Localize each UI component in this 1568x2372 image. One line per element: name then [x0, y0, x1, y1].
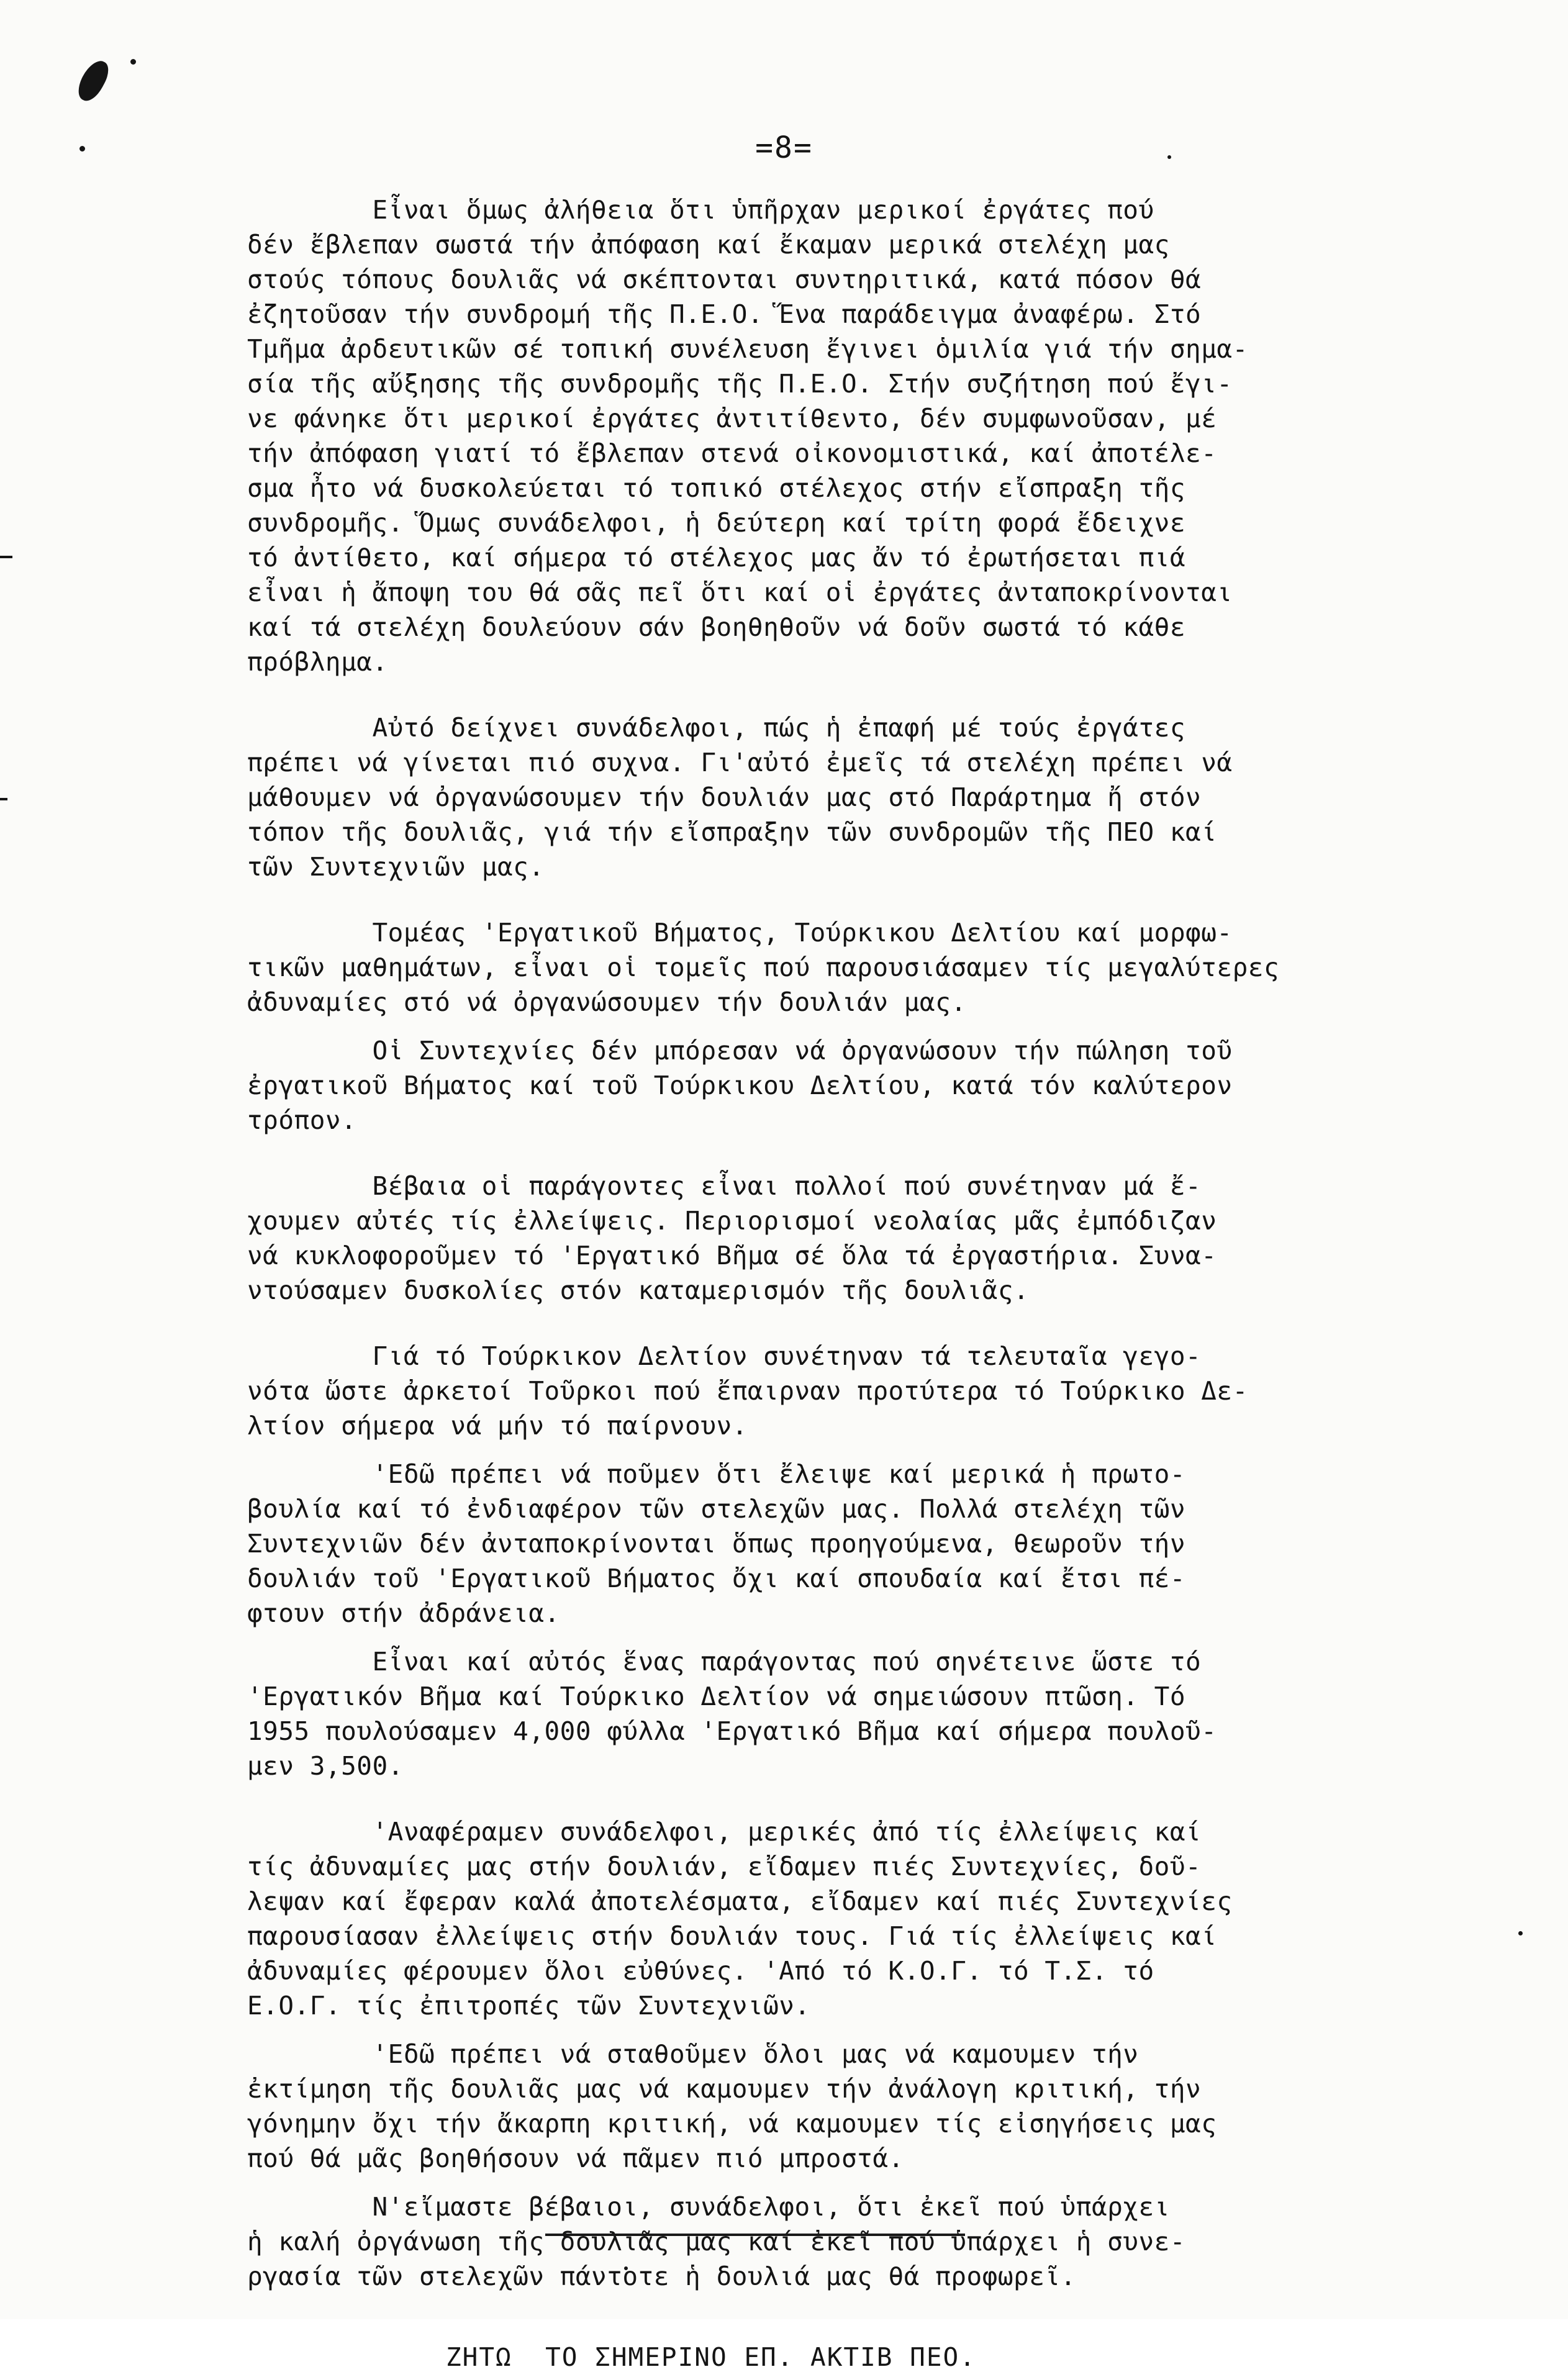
paragraph: Ν'εἴμαστε βέβαιοι, συνάδελφοι, ὅτι ἐκεῖ πού ὑπάρχει ἡ καλή ὀργάνωση τῆς δουλιᾶς μας καί ἐκεῖ πού ὑπάρχει ἡ συνε- ργασία τῶν στελεχῶν πάντοτε ἡ δουλιά μας θά προφωρεῖ. — [247, 2192, 1186, 2291]
margin-mark — [0, 556, 12, 558]
paragraph: Αὐτό δείχνει συνάδελφοι, πώς ἡ ἐπαφή μέ τούς ἐργάτες πρέπει νά γίνεται πιό συχνα. Γι'αὐτό ἐμεῖς τά στελέχη πρέπει νά μάθουμεν νά ὀργανώσουμεν τήν δουλιάν μας στό Παράρτημα ἤ στόν τόπον τῆς δουλιᾶς, γιά τήν εἴσπραξην τῶν συνδρομῶν τῆς ΠΕΟ καί τῶν Συντεχνιῶν μας. — [247, 713, 1233, 882]
page-number: =8= — [755, 130, 813, 165]
paragraph: Εἶναι καί αὐτός ἕνας παράγοντας πού σηνέτεινε ὥστε τό 'Εργατικόν Βῆμα καί Τούρκικο Δελτίον νά σημειώσουν πτῶση. Τό 1955 πουλούσαμεν 4,000 φύλλα 'Εργατικό Βῆμα καί σήμερα πουλοῦ- μεν 3,500. — [247, 1647, 1217, 1781]
paragraph: Βέβαια οἱ παράγοντες εἶναι πολλοί πού συνέτηναν μά ἔ- χουμεν αὐτές τίς ἐλλείψεις. Περιορισμοί νεολαίας μᾶς ἐμπόδιζαν νά κυκλοφοροῦμεν τό 'Εργατικό Βῆμα σέ ὅλα τά ἐργαστήρια. Συνα- ντούσαμεν δυσκολίες στόν καταμερισμόν τῆς δουλιᾶς. — [247, 1171, 1217, 1305]
paragraph: Εἶναι ὅμως ἀλήθεια ὅτι ὑπῆρχαν μερικοί ἐργάτες πού δέν ἔβλεπαν σωστά τήν ἀπόφαση καί ἔκαμαν μερικά στελέχη μας στούς τόπους δουλιᾶς νά σκέπτονται συντηριτικά, κατά πόσον θά ἐζητοῦσαν τήν συνδρομή τῆς Π.Ε.Ο. Ἕνα παράδειγμα ἀναφέρω. Στό Τμῆμα ἀρδευτικῶν σέ τοπική συνέλευση ἔγινει ὁμιλία γιά τήν σημα- σία τῆς αὔξησης τῆς συνδρομῆς τῆς Π.Ε.Ο. Στήν συζήτηση πού ἔγι- νε φάνηκε ὅτι μερικοί ἐργάτες ἀντιτίθεντο, δέν συμφωνοῦσαν, μέ τήν ἀπόφαση γιατί τό ἔβλεπαν στενά οἰκονομιστικά, καί ἀποτέλε- σμα ἦτο νά δυσκολεύεται τό τοπικό στέλεχος στήν εἴσπραξη τῆς συνδρομῆς. Ὅμως συνάδελφοι, ἡ δεύτερη καί τρίτη φορά ἔδειχνε τό ἀντίθετο, καί σήμερα τό στέλεχος μας ἄν τό ἐρωτήσεται πιά εἶναι ἡ ἄποψη του θά σᾶς πεῖ ὅτι καί οἱ ἐργάτες ἀνταποκρίνονται καί τά στελέχη δουλεύουν σάν βοηθηθοῦν νά δοῦν σωστά τό κάθε πρόβλημα. — [247, 195, 1248, 677]
paragraph: Οἱ Συντεχνίες δέν μπόρεσαν νά ὀργανώσουν τήν πώληση τοῦ ἐργατικοῦ Βήματος καί τοῦ Τούρκικου Δελτίου, κατά τόν καλύτερον τρόπον. — [247, 1036, 1233, 1135]
paragraph: Τομέας 'Εργατικοῦ Βήματος, Τούρκικου Δελτίου καί μορφω- τικῶν μαθημάτων, εἶναι οἱ τομεῖς πού παρουσιάσαμεν τίς μεγαλύτερες ἀδυναμίες στό νά ὀργανώσουμεν τήν δουλιάν μας. — [247, 918, 1280, 1017]
ink-speck — [1518, 1931, 1523, 1935]
paragraph: Γιά τό Τούρκικον Δελτίον συνέτηναν τά τελευταῖα γεγο- νότα ὥστε ἀρκετοί Τοῦρκοι πού ἔπαιρναν προτύτερα τό Τούρκικο Δε- λτίον σήμερα νά μήν τό παίρνουν. — [247, 1341, 1248, 1441]
paragraph: 'Εδῶ πρέπει νά σταθοῦμεν ὅλοι μας νά καμουμεν τήν ἐκτίμηση τῆς δουλιᾶς μας νά καμουμεν τήν ἀνάλογη κριτική, τήν γόνημην ὄχι τήν ἄκαρπη κριτική, νά καμουμεν τίς εἰσηγήσεις μας πού θά μᾶς βοηθήσουν νά πᾶμεν πιό μπροστά. — [247, 2039, 1217, 2173]
body-text — [247, 192, 1464, 2372]
paragraph: 'Εδῶ πρέπει νά ποῦμεν ὅτι ἔλειψε καί μερικά ἡ πρωτο- βουλία καί τό ἐνδιαφέρον τῶν στελεχῶν μας. Πολλά στελέχη τῶν Συντεχνιῶν δέν ἀνταποκρίνονται ὅπως προηγούμενα, θεωροῦν τήν δουλιάν τοῦ 'Εργατικοῦ Βήματος ὄχι καί σπουδαία καί ἔτσι πέ- φτουν στήν ἀδράνεια. — [247, 1459, 1186, 1628]
paragraph: 'Αναφέραμεν συνάδελφοι, μερικές ἀπό τίς ἐλλείψεις καί τίς ἀδυναμίες μας στήν δουλιάν, εἴδαμεν πιές Συντεχνίες, δοῦ- λεψαν καί ἔφεραν καλά ἀποτελέσματα, εἴδαμεν καί πιές Συντεχνίες παρουσίασαν ἐλλείψεις στήν δουλιάν τους. Γιά τίς ἐλλείψεις καί ἀδυναμίες φέρουμεν ὅλοι εὐθύνες. 'Από τό Κ.Ο.Γ. τό Τ.Σ. τό Ε.Ο.Γ. τίς ἐπιτροπές τῶν Συντεχνιῶν. — [247, 1817, 1233, 2021]
ink-blot — [73, 57, 114, 106]
closing-slogan: ΖΗΤΩ ΤΟ ΣΗΜΕΡΙΝΟ ΕΠ. ΑΚΤΙΒ ΠΕΟ. — [446, 2342, 976, 2372]
margin-mark — [0, 798, 7, 800]
closing-rule — [545, 2234, 965, 2236]
ink-speck — [130, 59, 136, 65]
